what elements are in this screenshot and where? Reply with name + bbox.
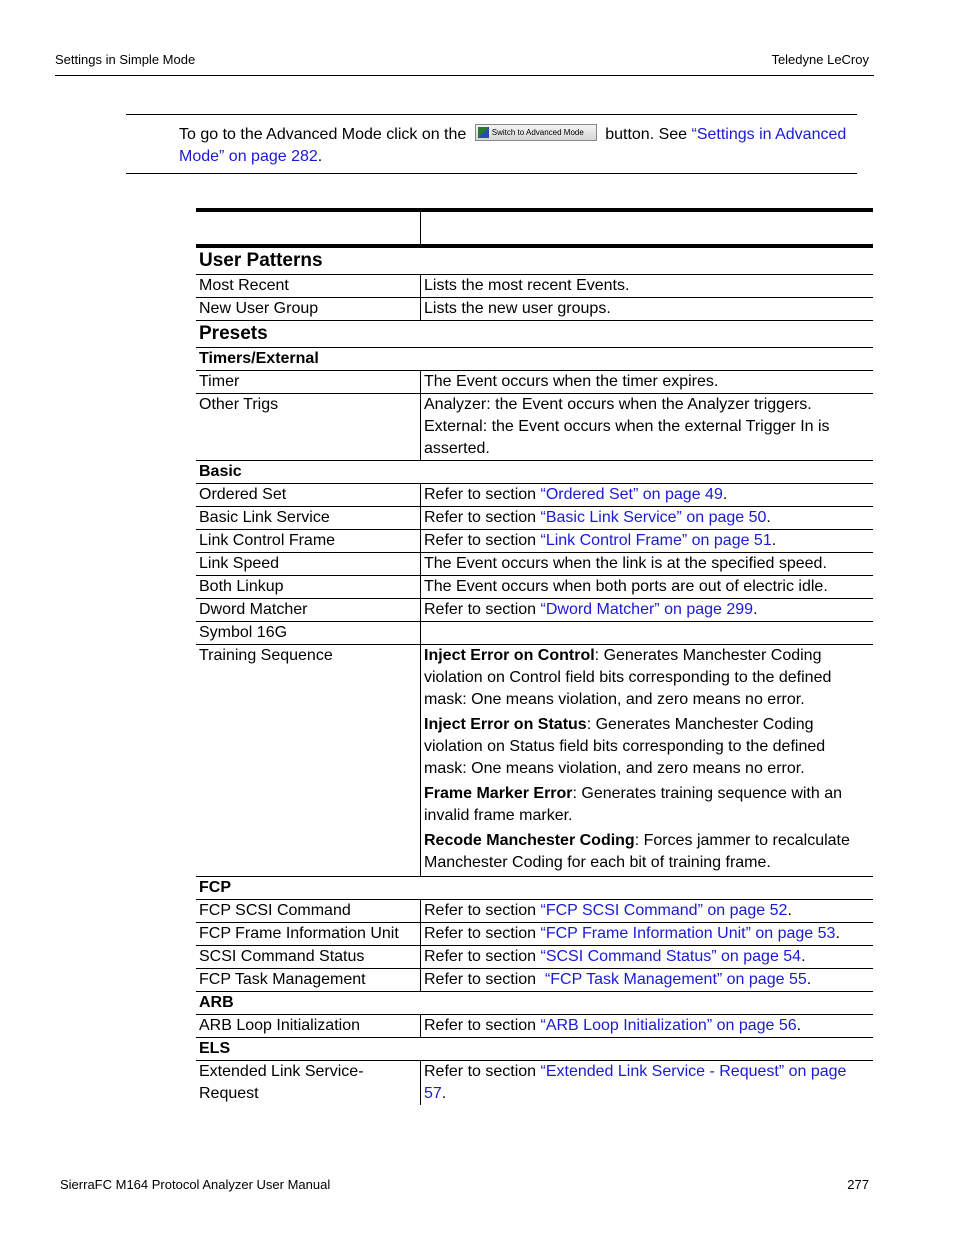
note-top-rule: [126, 114, 857, 115]
ref-link[interactable]: “FCP Frame Information Unit” on page 53: [540, 925, 836, 942]
subsection-timers: Timers/External: [196, 348, 873, 371]
row-desc: [421, 1061, 874, 1106]
table-header-row: [196, 210, 873, 246]
ref-link[interactable]: “SCSI Command Status” on page 54: [540, 948, 802, 965]
ref-end: .: [771, 532, 777, 549]
para-text: : Generates Manchester Coding violation on Control field bits corresponding to the defined mask: One means violation, and zero means no error.: [424, 647, 832, 708]
training-para: [424, 645, 870, 711]
ref-link[interactable]: “Basic Link Service” on page 50: [540, 509, 767, 526]
ref-prefix: Refer to section: [424, 1017, 541, 1034]
table-row: [196, 946, 873, 969]
row-name: New User Group: [196, 298, 421, 321]
row-desc: [421, 394, 874, 461]
ref-prefix: Refer to section: [424, 902, 541, 919]
row-name: FCP Task Management: [196, 969, 421, 992]
row-desc: [421, 1015, 874, 1038]
table-row: [196, 576, 873, 599]
training-para: [424, 714, 870, 780]
ref-prefix: Refer to section: [424, 509, 541, 526]
subsection-fcp: FCP: [196, 877, 873, 900]
running-header-section: Settings in Simple Mode: [55, 52, 196, 67]
table-row: [196, 553, 873, 576]
ref-link[interactable]: “ARB Loop Initialization” on page 56: [540, 1017, 797, 1034]
header-cell-desc: [421, 210, 874, 246]
running-header-company: Teledyne LeCroy: [771, 52, 869, 67]
row-desc: [421, 900, 874, 923]
note-text-before: To go to the Advanced Mode click on the: [179, 126, 467, 143]
table-row: [196, 1015, 873, 1038]
subsection-row: [196, 1038, 873, 1061]
ref-link[interactable]: “FCP Task Management” on page 55: [544, 971, 807, 988]
row-name: Basic Link Service: [196, 507, 421, 530]
row-name: Most Recent: [196, 275, 421, 298]
section-user-patterns: User Patterns: [196, 246, 873, 275]
header-rule: [55, 75, 874, 76]
row-desc: [421, 530, 874, 553]
ref-end: .: [806, 971, 812, 988]
settings-advanced-link[interactable]: “Settings in Advanced Mode” on page 282: [179, 126, 847, 165]
subsection-els: ELS: [196, 1038, 873, 1061]
switch-mode-icon: [478, 127, 489, 138]
row-desc: [421, 484, 874, 507]
table-row: [196, 298, 873, 321]
note-text-after: button. See: [605, 126, 688, 143]
ref-prefix: Refer to section: [424, 532, 541, 549]
ref-end: .: [801, 948, 806, 965]
ref-prefix: Refer to section: [424, 948, 541, 965]
switch-button-label: Switch to Advanced Mode: [491, 128, 584, 138]
para-text: : Generates Manchester Coding violation on Status field bits corresponding to the defined mask: One means violation, and zero means no error.: [424, 716, 826, 777]
ref-end: .: [835, 925, 840, 942]
table-row: [196, 1061, 873, 1106]
row-name: Other Trigs: [196, 394, 421, 461]
row-name: Symbol 16G: [196, 622, 421, 645]
subsection-row: [196, 992, 873, 1015]
table-row: [196, 923, 873, 946]
row-name: Extended Link Service-Request: [196, 1061, 421, 1106]
ref-link[interactable]: “Extended Link Service - Request” on page 57: [424, 1063, 847, 1102]
row-name: FCP SCSI Command: [196, 900, 421, 923]
ref-link[interactable]: “Link Control Frame” on page 51: [540, 532, 772, 549]
para-term: Recode Manchester Coding: [424, 832, 635, 849]
ref-link[interactable]: “FCP SCSI Command” on page 52: [540, 902, 788, 919]
table-row: [196, 275, 873, 298]
row-name: ARB Loop Initialization: [196, 1015, 421, 1038]
row-name: FCP Frame Information Unit: [196, 923, 421, 946]
table-row: [196, 645, 873, 877]
desc-line: Analyzer: the Event occurs when the Analyzer triggers.: [424, 396, 812, 413]
row-name: Training Sequence: [196, 645, 421, 877]
row-desc: [421, 599, 874, 622]
subsection-row: [196, 348, 873, 371]
ref-prefix: Refer to section: [424, 1063, 541, 1080]
table-row: [196, 900, 873, 923]
note-end: .: [317, 148, 323, 165]
row-name: Timer: [196, 371, 421, 394]
para-text: : Forces jammer to recalculate Manchester Coding for each bit of training frame.: [424, 832, 850, 871]
ref-prefix: Refer to section: [424, 971, 545, 988]
ref-end: .: [441, 1085, 447, 1102]
table-row: [196, 394, 873, 461]
row-name: Dword Matcher: [196, 599, 421, 622]
training-para: [424, 830, 870, 874]
row-name: Link Control Frame: [196, 530, 421, 553]
subsection-arb: ARB: [196, 992, 873, 1015]
header-cell-name: [196, 210, 421, 246]
para-term: Inject Error on Control: [424, 647, 595, 664]
ref-prefix: Refer to section: [424, 601, 541, 618]
row-desc: [421, 969, 874, 992]
ref-link[interactable]: “Ordered Set” on page 49: [540, 486, 723, 503]
para-text: : Generates training sequence with an invalid frame marker.: [424, 785, 843, 824]
table-row: [196, 599, 873, 622]
ref-prefix: Refer to section: [424, 925, 541, 942]
note-box: [179, 124, 859, 168]
row-name: Both Linkup: [196, 576, 421, 599]
section-presets: Presets: [196, 321, 873, 348]
row-desc: [421, 622, 874, 645]
subsection-row: [196, 461, 873, 484]
table-row: [196, 530, 873, 553]
row-desc: [421, 645, 874, 877]
section-row: [196, 321, 873, 348]
ref-end: .: [787, 902, 792, 919]
table-row: [196, 507, 873, 530]
row-desc: The Event occurs when both ports are out of electric idle.: [421, 576, 874, 599]
ref-link[interactable]: “Dword Matcher” on page 299: [540, 601, 754, 618]
row-desc: Lists the most recent Events.: [421, 275, 874, 298]
row-desc: The Event occurs when the link is at the specified speed.: [421, 553, 874, 576]
row-desc: [421, 507, 874, 530]
table-row: [196, 969, 873, 992]
desc-line: External: the Event occurs when the external Trigger In is asserted.: [424, 418, 830, 457]
ref-end: .: [766, 509, 771, 526]
row-name: Ordered Set: [196, 484, 421, 507]
ref-end: .: [753, 601, 758, 618]
table-row: [196, 371, 873, 394]
ref-end: .: [722, 486, 728, 503]
note-bottom-rule: [126, 173, 857, 174]
row-desc: [421, 946, 874, 969]
table-row: [196, 622, 873, 645]
ref-prefix: Refer to section: [424, 486, 541, 503]
para-term: Inject Error on Status: [424, 716, 587, 733]
footer-page-number: 277: [847, 1177, 869, 1192]
table-row: [196, 484, 873, 507]
row-desc: Lists the new user groups.: [421, 298, 874, 321]
footer-manual-title: SierraFC M164 Protocol Analyzer User Manual: [60, 1177, 331, 1192]
events-table: [196, 208, 873, 1105]
row-desc: The Event occurs when the timer expires.: [421, 371, 874, 394]
subsection-row: [196, 877, 873, 900]
ref-end: .: [796, 1017, 802, 1034]
row-name: Link Speed: [196, 553, 421, 576]
switch-to-advanced-mode-button[interactable]: [475, 124, 597, 141]
row-desc: [421, 923, 874, 946]
row-name: SCSI Command Status: [196, 946, 421, 969]
section-row: [196, 246, 873, 275]
training-para: [424, 783, 870, 827]
subsection-basic: Basic: [196, 461, 873, 484]
para-term: Frame Marker Error: [424, 785, 573, 802]
